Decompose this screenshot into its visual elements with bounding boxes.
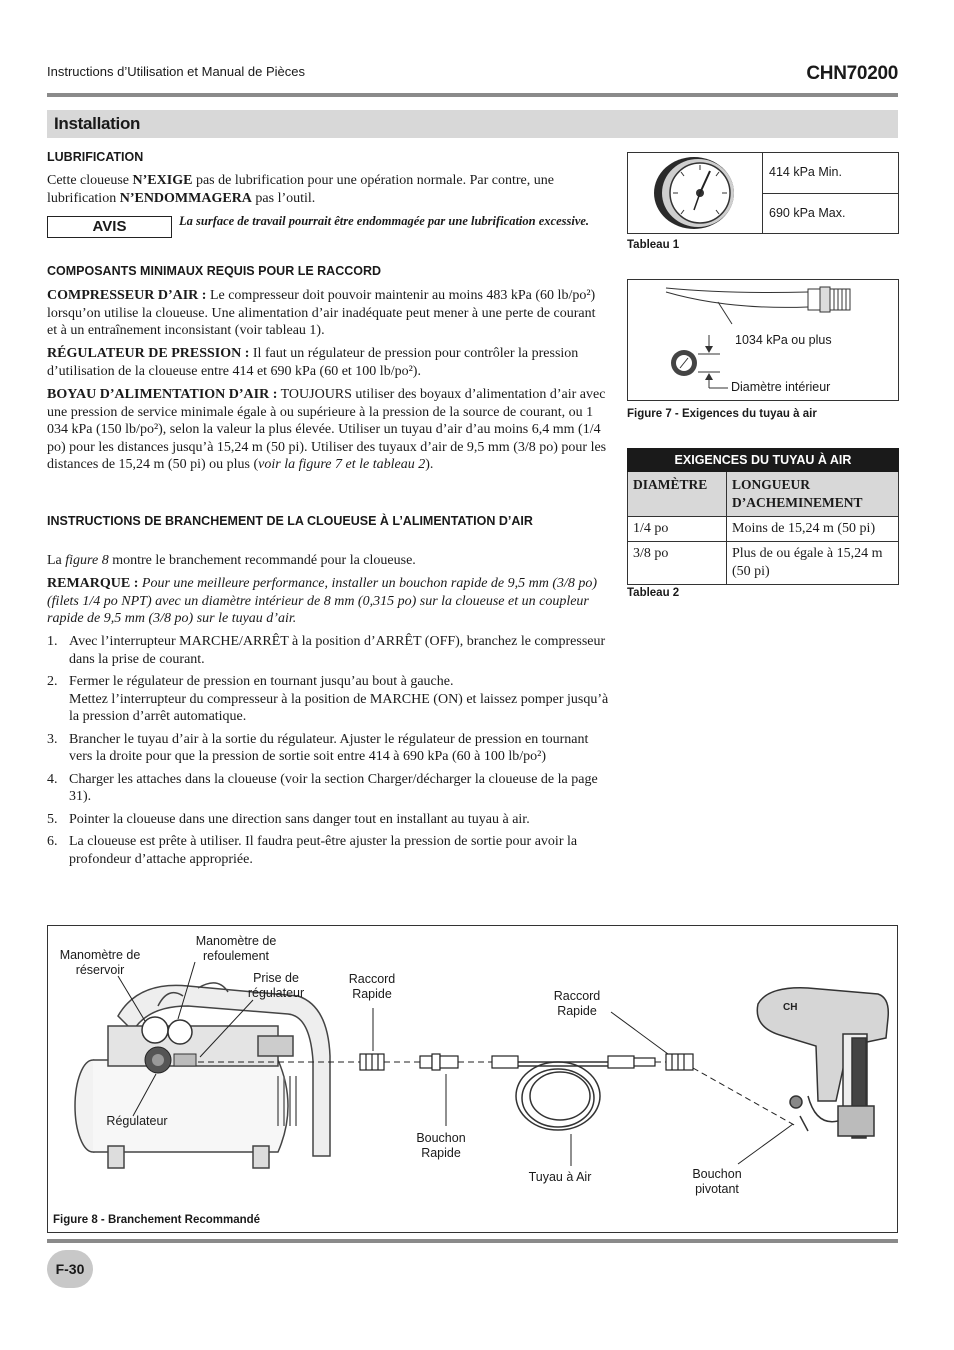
compresseur-paragraph: COMPRESSEUR D’AIR : Le compresseur doit pouvoir maintenir au moins 483 kPa (60 lb/po²) lorsqu’on utilise la cloueuse. Une alimentation d’air inadéquate peut mener à une perte de courant et à un entraînement inconsistant (voir tableau 1).	[47, 288, 596, 338]
section-band	[47, 110, 898, 138]
figure-8-caption: Figure 8 - Branchement Recommandé	[53, 1214, 261, 1226]
nailer-brand: CH	[783, 1002, 798, 1013]
quick-plug-icon	[420, 1054, 458, 1070]
remarque-paragraph: REMARQUE : Pour une meilleure performance, installer un bouchon rapide de 9,5 mm (3/8 po) (filets 1/4 po NPT) avec un diamètre intérieur de 8 mm (0,315 po) sur la cloueuse et un coupleur rapide de 9,5 mm (3/8 po) sur le tuyau d’air.	[47, 576, 598, 626]
label-bouchon-rapide: Bouchon Rapide	[416, 1131, 466, 1160]
tableau-2-caption: Tableau 2	[627, 587, 680, 599]
lubrification-heading: LUBRIFICATION	[47, 150, 144, 164]
figure-7-caption: Figure 7 - Exigences du tuyau à air	[627, 408, 817, 420]
header-rule	[47, 93, 898, 97]
lubrification-paragraph: Cette cloueuse N’EXIGE pas de lubrification pour une opération normale. Par contre, une lubrification N’ENDOMMAGERA pas l’outil.	[47, 173, 554, 206]
step-5: 5. Pointer la cloueuse dans une direction sans danger tout en installant au tuyau à air.	[47, 811, 530, 827]
table-row: 3/8 po Plus de ou égale à 15,24 m (50 pi)	[628, 542, 899, 585]
tableau-1-caption: Tableau 1	[627, 239, 680, 251]
step-4: 4. Charger les attaches dans la cloueuse (voir la section Charger/décharger la cloueuse de la page 31).	[47, 771, 598, 804]
branchement-heading: INSTRUCTIONS DE BRANCHEMENT DE LA CLOUEUSE À L’ALIMENTATION D’AIR	[47, 514, 533, 528]
compressor-illustration	[75, 983, 330, 1168]
table-row: 1/4 po Moins de 15,24 m (50 pi)	[628, 517, 899, 542]
page-number: F-30	[47, 1250, 93, 1288]
label-raccord-rapide-1: Raccord Rapide	[348, 972, 396, 1001]
tableau-1-min: 414 kPa Min.	[769, 165, 842, 179]
figure-7-diameter: Diamètre intérieur	[731, 380, 831, 394]
tableau-2-col-diametre: DIAMÈTRE	[628, 472, 727, 517]
branchement-intro: La figure 8 montre le branchement recommandé pour la cloueuse.	[47, 553, 416, 568]
footer-rule	[47, 1239, 898, 1243]
label-tuyau: Tuyau à Air	[528, 1170, 592, 1184]
section-title: Installation	[54, 114, 141, 133]
step-1: 1. Avec l’interrupteur MARCHE/ARRÊT à la position d’ARRÊT (OFF), branchez le compresseur dans la prise de courant.	[47, 634, 606, 667]
tableau-2	[627, 448, 899, 585]
quick-coupler-icon-1	[360, 1054, 384, 1070]
tableau-2-col-longueur: LONGUEUR D’ACHEMINEMENT	[727, 472, 899, 517]
label-bouchon-pivotant: Bouchon pivotant	[692, 1167, 742, 1196]
pressure-gauge-icon	[650, 155, 740, 231]
air-hose-coil-icon	[516, 1062, 608, 1130]
label-manometre-reservoir: Manomètre de réservoir	[59, 948, 141, 977]
label-raccord-rapide-2: Raccord Rapide	[553, 989, 601, 1018]
step-3: 3. Brancher le tuyau d’air à la sortie du régulateur. Ajuster le régulateur de pression en tournant vers la droite pour que la pression de sortie soit entre 414 à 690 kPa (60 à 100 lb/po²)	[47, 731, 589, 764]
header-title: Instructions d’Utilisation et Manual de Pièces	[47, 64, 305, 79]
quick-coupler-icon-2	[666, 1054, 693, 1070]
avis-label: AVIS	[47, 216, 172, 238]
label-prise-regulateur: Prise de régulateur	[247, 971, 305, 1000]
tableau-2-title: EXIGENCES DU TUYAU À AIR	[628, 449, 899, 472]
label-regulateur: Régulateur	[106, 1114, 168, 1128]
boyau-paragraph: BOYAU D’ALIMENTATION D’AIR : TOUJOURS utiliser des boyaux d’alimentation d’air avec une pression de service minimale égale à ou supérieure à la pression de la source de courant, ou 1 034 kPa (150 lb/po²), selon la valeur la plus élevée. Utiliser un tuyau d’air d’au moins 6,4 mm (1/4 po) pour les distances jusqu’à 15,24 m (50 pi). Utiliser des tuyaux d’air de 9,5 mm (3/8 po) pour les distances de 15,24 m (50 pi) ou plus (voir la figure 7 et le tableau 2).	[47, 387, 607, 472]
nailer-illustration	[757, 988, 888, 1138]
tableau-1-max: 690 kPa Max.	[769, 206, 846, 220]
figure-7-pressure: 1034 kPa ou plus	[735, 333, 832, 347]
outlet-gauge-icon	[168, 1020, 192, 1044]
label-manometre-refoulement: Manomètre de refoulement	[195, 934, 277, 963]
connection-diagram	[48, 926, 897, 1232]
model-number: CHN70200	[806, 63, 898, 84]
composants-heading: COMPOSANTS MINIMAUX REQUIS POUR LE RACCORD	[47, 264, 382, 278]
regulateur-paragraph: RÉGULATEUR DE PRESSION : Il faut un régulateur de pression pour contrôler la pression d’utilisation de la cloueuse entre 414 et 690 kPa (60 et 100 lb/po²).	[47, 346, 579, 379]
step-6: 6. La cloueuse est prête à utiliser. Il faudra peut-être ajuster la pression de sortie pour avoir la profondeur d’attache appropriée.	[47, 834, 578, 867]
step-2: 2. Fermer le régulateur de pression en tournant jusqu’au bout à gauche. Mettez l’interrupteur du compresseur à la position de MARCHE (ON) et laissez pomper jusqu’à la pression d’arrêt automatique.	[47, 674, 609, 724]
steps-list	[47, 633, 609, 873]
avis-text: La surface de travail pourrait être endommagée par une lubrification excessive.	[179, 214, 590, 228]
tank-gauge-icon	[142, 1017, 168, 1043]
